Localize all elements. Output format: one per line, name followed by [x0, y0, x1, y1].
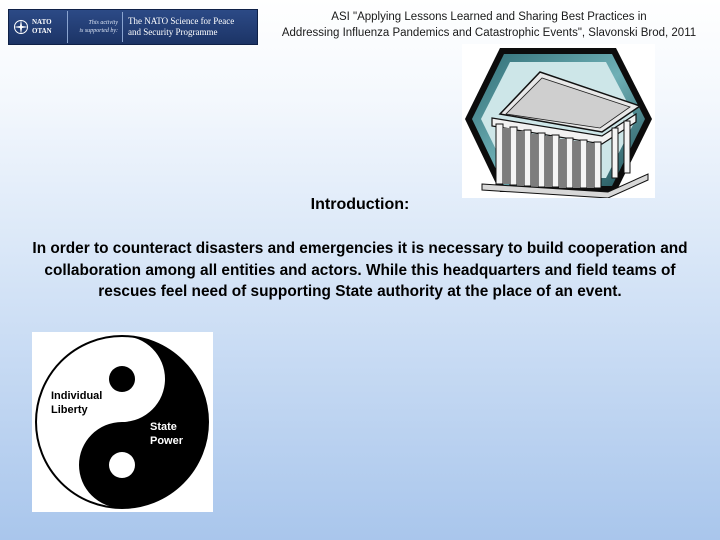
nato-star-icon: [13, 19, 29, 35]
slide-body-text: In order to counteract disasters and emergencies it is necessary to build cooperation and collaboration among all entities and actors. While this headquarters and field teams of rescues feel need of supporting State authority at the place of an event.: [32, 240, 688, 300]
supported-by-line-2: is supported by:: [79, 28, 118, 34]
programme-line-1: The NATO Science for Peace: [128, 16, 235, 26]
left-label-line-1: Individual: [51, 390, 103, 402]
nato-text: NATO: [32, 18, 52, 26]
right-label-line-2: Power: [150, 435, 184, 447]
left-label-line-2: Liberty: [51, 404, 88, 416]
otan-text: OTAN: [32, 27, 52, 35]
nato-sps-banner: [8, 9, 258, 45]
programme-line-2: and Security Programme: [128, 27, 218, 37]
individual-liberty-label: [51, 389, 102, 417]
conference-header-line-1: ASI "Applying Lessons Learned and Sharing Best Practices in: [331, 11, 647, 23]
conference-header-line-2: Addressing Influenza Pandemics and Catastrophic Events", Slavonski Brod, 2011: [281, 27, 697, 39]
supported-by-text: [68, 12, 123, 42]
conference-header: [262, 9, 716, 41]
state-power-label: [150, 420, 183, 448]
nato-logo: [11, 11, 68, 43]
programme-name: [123, 16, 234, 38]
yin-yang-image: [32, 332, 213, 512]
right-label-line-1: State: [150, 421, 177, 433]
government-building-icon: [462, 44, 655, 198]
supported-by-line-1: This activity: [88, 20, 118, 26]
yin-yang-icon: [32, 332, 213, 512]
slide-title: Introduction:: [310, 196, 410, 213]
government-building-image: [462, 44, 655, 198]
